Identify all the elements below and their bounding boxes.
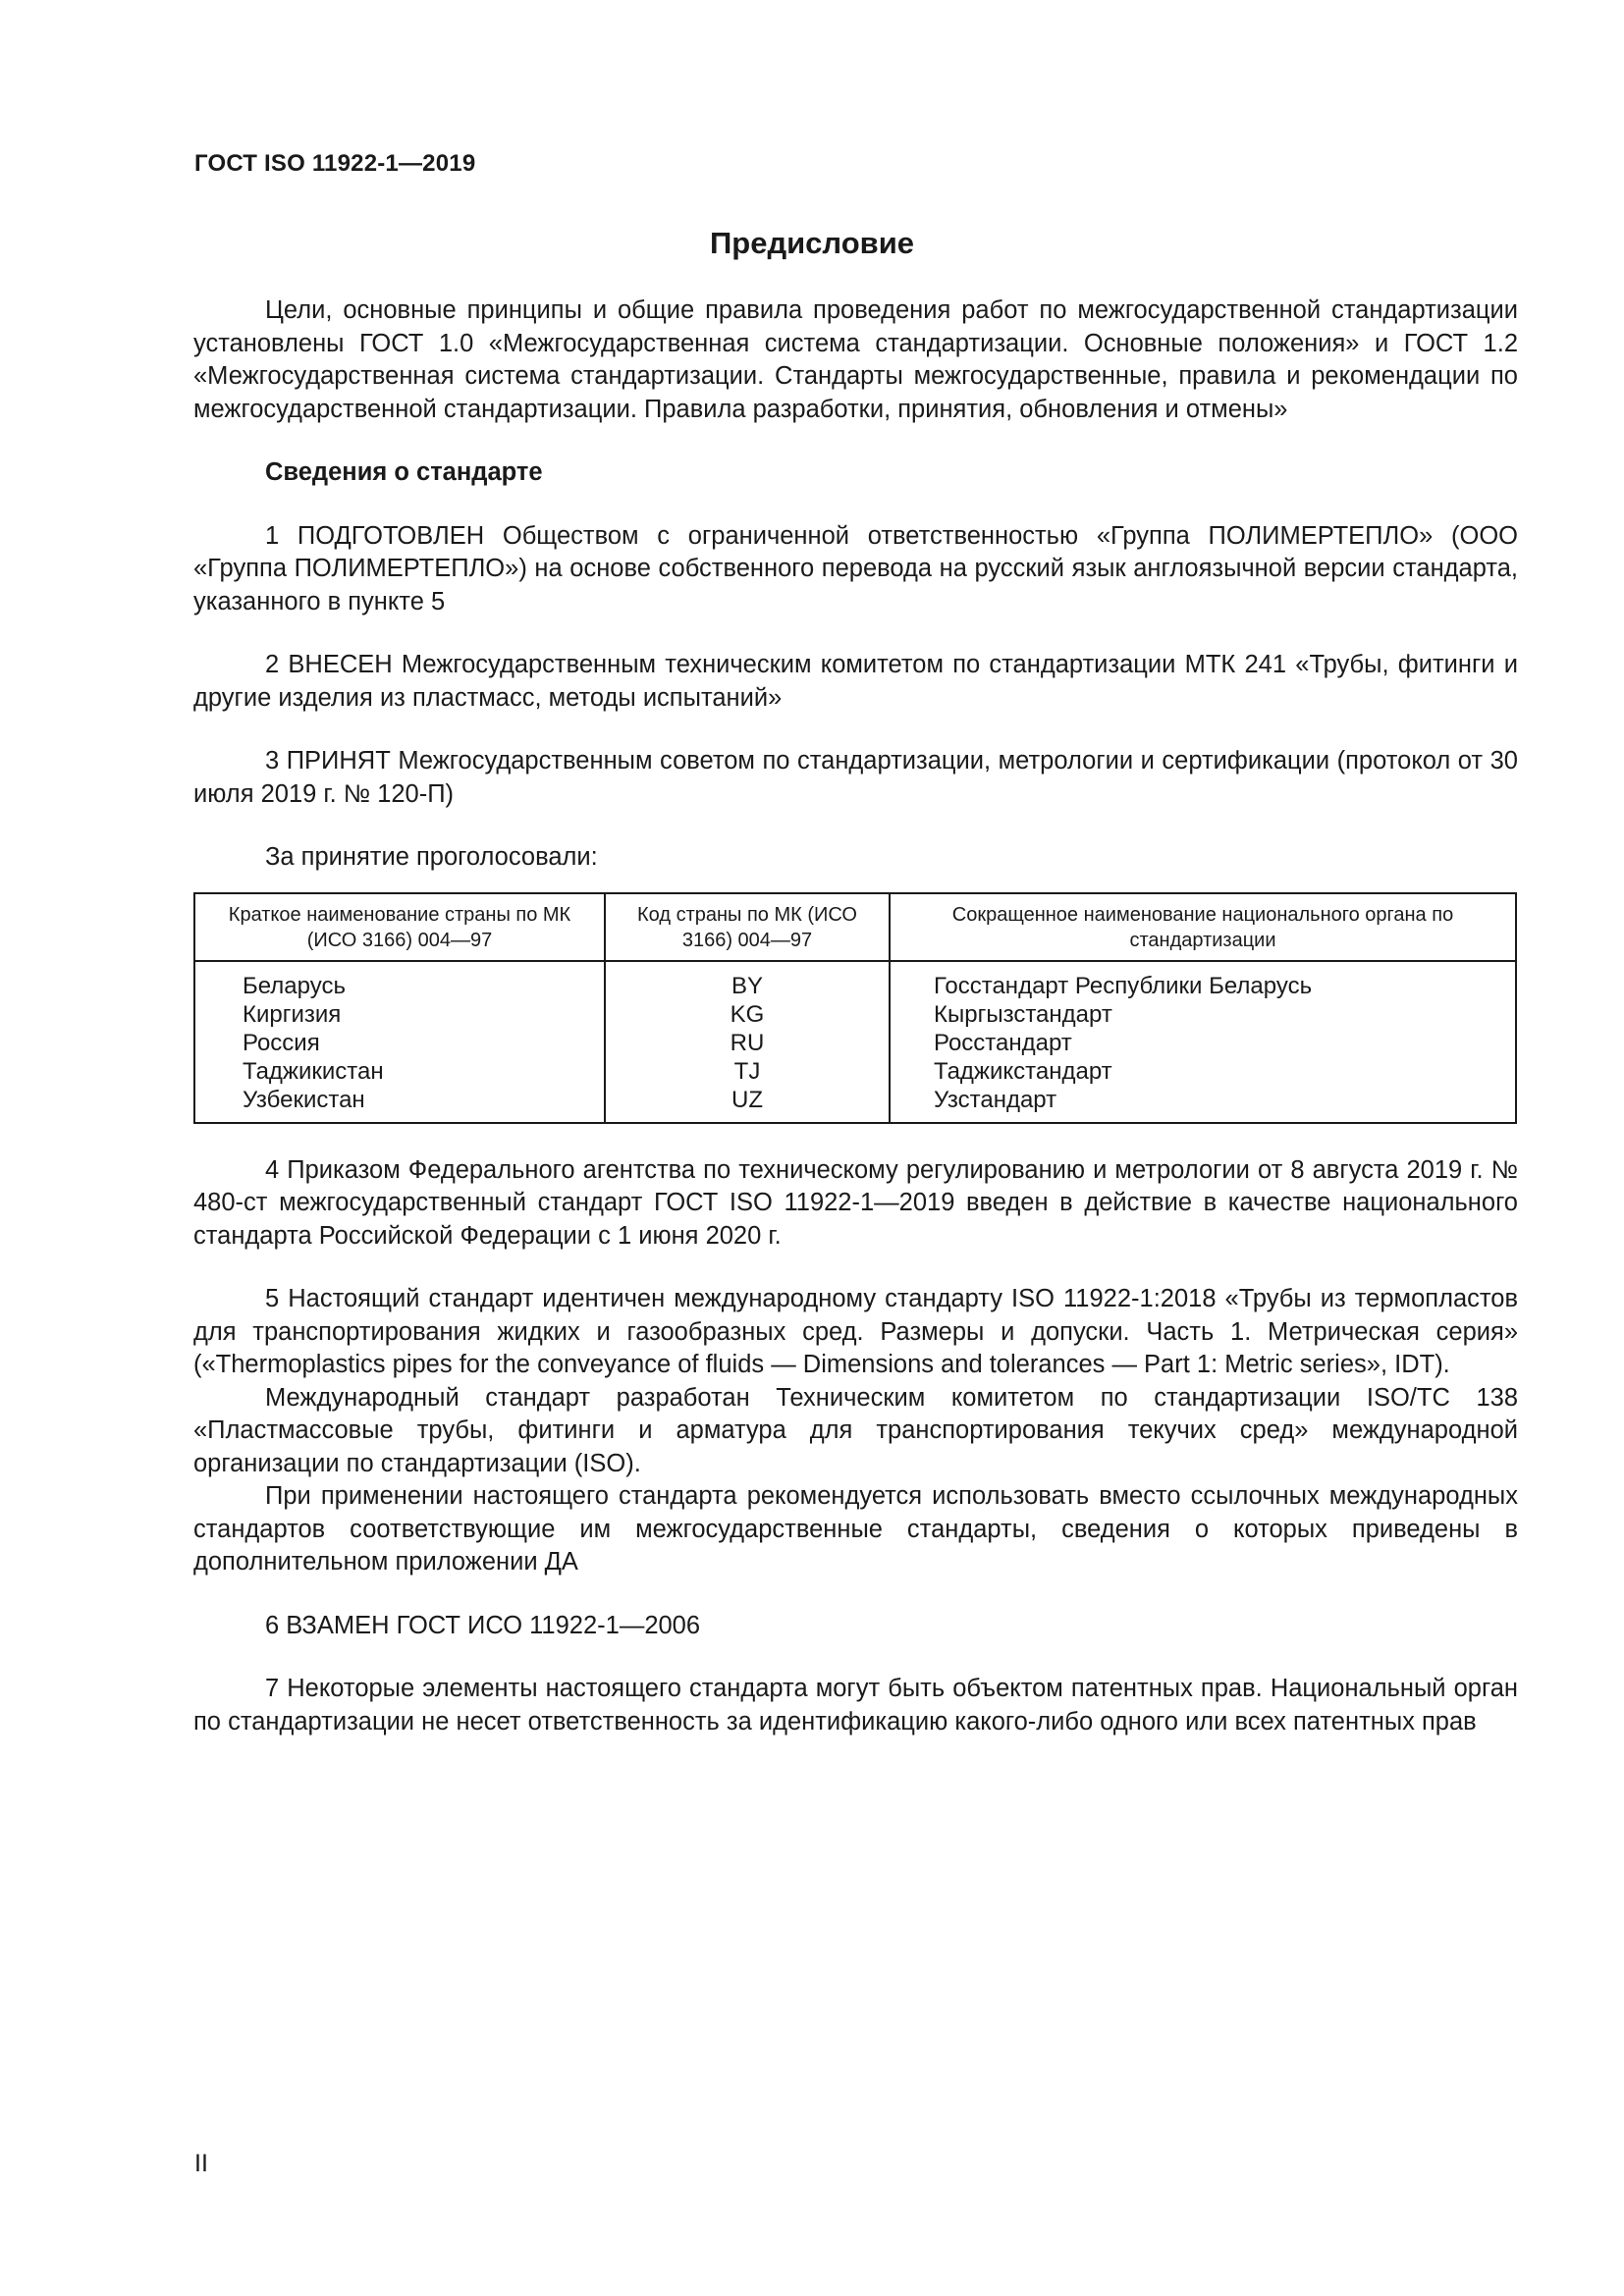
table-cell-body: Таджикстандарт <box>890 1057 1516 1086</box>
page-title: Предисловие <box>709 226 914 260</box>
table-cell-body: Узстандарт <box>890 1086 1516 1123</box>
page-number: II <box>194 2150 208 2177</box>
item-1: 1 ПОДГОТОВЛЕН Обществом с ограниченной ответственностью «Группа ПОЛИМЕРТЕПЛО» (ООО «Группа ПОЛИМЕРТЕПЛО») на основе собственного перевода на русский язык англоязычной версии стандарта, указанного в пункте 5 <box>193 521 1518 615</box>
item-5-continuation: Международный стандарт разработан Техническим комитетом по стандартизации ISO/TC 138 «Пластмассовые трубы, фитинги и арматура для транспортирования текучих сред» международной организации по стандартизации (ISO). <box>193 1383 1518 1477</box>
table-header-code: Код страны по МК (ИСО 3166) 004—97 <box>605 893 890 961</box>
table-cell-country: Таджикистан <box>194 1057 605 1086</box>
table-row <box>194 1029 1516 1057</box>
table-row <box>194 961 1516 1000</box>
table-cell-body: Кыргызстандарт <box>890 1000 1516 1029</box>
item-5: 5 Настоящий стандарт идентичен международному стандарту ISO 11922-1:2018 «Трубы из термопластов для транспортирования жидких и газообразных сред. Размеры и допуски. Часть 1. Метрическая серия» («Thermoplastics pipes for the conveyance of fluids — Dimensions and tolerances — Part 1: Metric series», IDT). <box>193 1285 1518 1378</box>
table-cell-code: UZ <box>605 1086 890 1123</box>
voting-states-table <box>193 892 1517 1124</box>
table-cell-body: Росстандарт <box>890 1029 1516 1057</box>
table-header-row <box>194 893 1516 961</box>
table-cell-country: Киргизия <box>194 1000 605 1029</box>
table-row <box>194 1000 1516 1029</box>
table-cell-code: KG <box>605 1000 890 1029</box>
document-header: ГОСТ ISO 11922-1—2019 <box>194 150 476 177</box>
table-cell-country: Россия <box>194 1029 605 1057</box>
table-cell-body: Госстандарт Республики Беларусь <box>890 961 1516 1000</box>
table-cell-code: RU <box>605 1029 890 1057</box>
item-3: 3 ПРИНЯТ Межгосударственным советом по стандартизации, метрологии и сертификации (протокол от 30 июля 2019 г. № 120-П) <box>193 747 1518 808</box>
item-5-references: При применении настоящего стандарта рекомендуется использовать вместо ссылочных международных стандартов соответствующие им межгосударственные стандарты, сведения о которых приведены в дополнительном приложении ДА <box>193 1482 1518 1575</box>
section-subheading: Сведения о стандарте <box>265 458 543 486</box>
table-header-country: Краткое наименование страны по МК (ИСО 3166) 004—97 <box>194 893 605 961</box>
item-4: 4 Приказом Федерального агентства по техническому регулированию и метрологии от 8 августа 2019 г. № 480-ст межгосударственный стандарт ГОСТ ISO 11922-1—2019 введен в действие в качестве национального стандарта Российской Федерации с 1 июня 2020 г. <box>193 1155 1518 1250</box>
table-header-body: Сокращенное наименование национального органа по стандартизации <box>890 893 1516 961</box>
table-cell-code: TJ <box>605 1057 890 1086</box>
item-7: 7 Некоторые элементы настоящего стандарта могут быть объектом патентных прав. Национальный орган по стандартизации не несет ответственность за идентификацию какого-либо одного или всех патентных прав <box>193 1675 1518 1735</box>
table-cell-code: BY <box>605 961 890 1000</box>
table-cell-country: Узбекистан <box>194 1086 605 1123</box>
item-2: 2 ВНЕСЕН Межгосударственным техническим комитетом по стандартизации МТК 241 «Трубы, фитинги и другие изделия из пластмасс, методы испытаний» <box>193 651 1518 712</box>
table-row <box>194 1086 1516 1123</box>
document-content <box>193 294 1518 1738</box>
intro-paragraph: Цели, основные принципы и общие правила проведения работ по межгосударственной стандартизации установлены ГОСТ 1.0 «Межгосударственная система стандартизации. Основные положения» и ГОСТ 1.2 «Межгосударственная система стандартизации. Стандарты межгосударственные, правила и рекомендации по межгосударственной стандартизации. Правила разработки, принятия, обновления и отмены» <box>193 296 1518 423</box>
table-row <box>194 1057 1516 1086</box>
table-cell-country: Беларусь <box>194 961 605 1000</box>
voted-label: За принятие проголосовали: <box>265 843 598 871</box>
item-6: 6 ВЗАМЕН ГОСТ ИСО 11922-1—2006 <box>265 1611 701 1639</box>
